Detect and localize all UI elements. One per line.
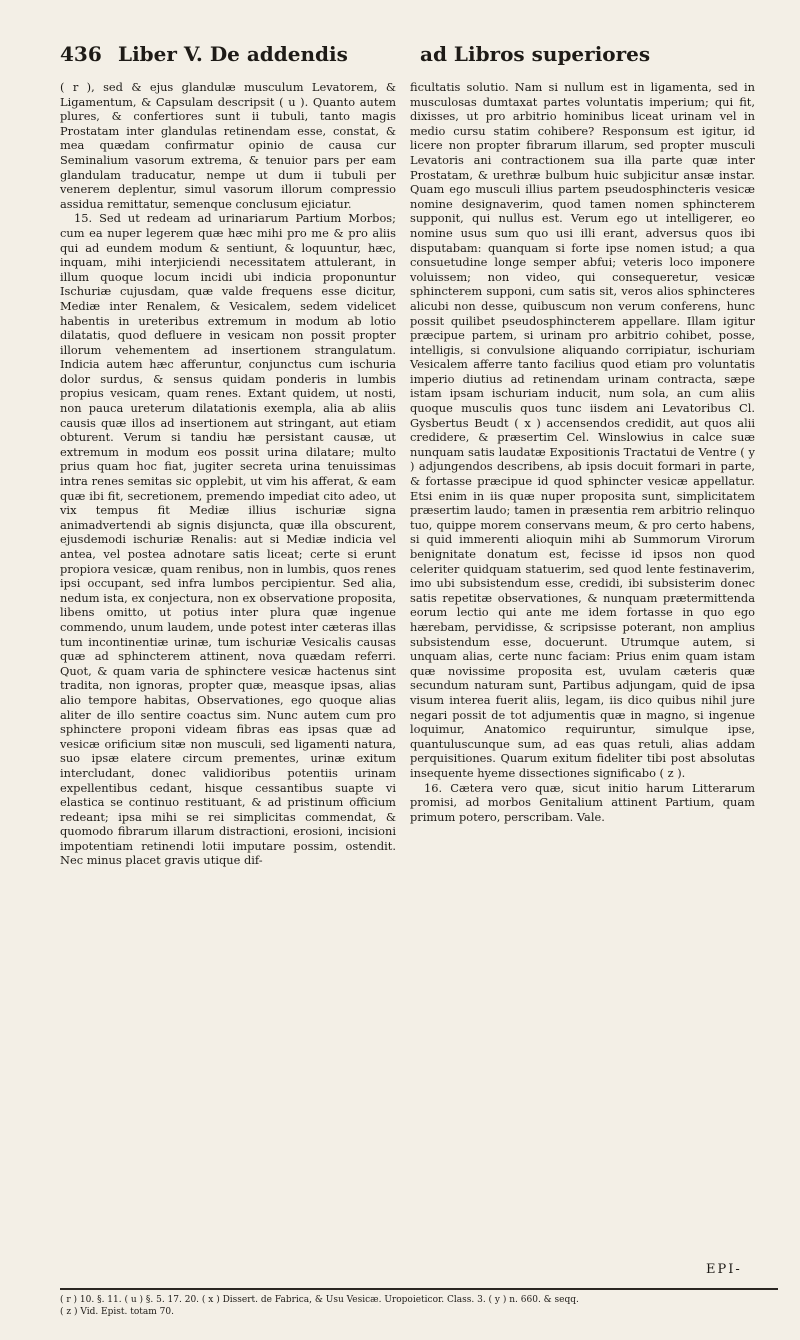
running-title-left: Liber V. De addendis: [118, 42, 348, 66]
running-title-right: ad Libros superiores: [420, 42, 651, 66]
paragraph: ficultatis solutio. Nam si nullum est in ligamenta, sed in musculosas dumtaxat partes voluntatis imperium; qui fit, dixisses, ut pro arbitrio hominibus liceat urinam vel in medio cursu statim cohibere? Responsum est igitur, id licere non propter fibrarum illarum, sed propter musculi Levatoris ani contractionem sua illa parte quæ inter Prostatam, & urethræ bulbum huic subjicitur ansæ instar. Quam ego musculi illius partem pseudosphincteris vesicæ nomine designaverim, quod tamen nomen sphincterem supponit, qui nullus est. Verum ego ut intelligerer, eo nomine usus sum quo usi illi erant, adversus quos ibi disputabam: quanquam si forte ipse nomen istud; a qua consuetudine longe semper abfui; veteris loco imponere voluissem; non video, qui consequeretur, vesicæ sphincterem supponi, cum satis sit, veros alios sphincteres alicubi non desse, quibuscum non verum conferens, hunc possit quilibet pseudosphincterem appellare. Illam igitur præcipue partem, si urinam pro arbitrio cohibet, posse, intelligis, si convulsione aliquando corripiatur, ischuriam Vesicalem afferre tanto facilius quod etiam pro voluntatis imperio diutius ad retinendam urinam contracta, sæpe istam ipsam ischuriam inducit, num sola, an cum aliis quoque musculis quos tunc iisdem ani Levatoribus Cl. Gysbertus Beudt ( x ) accensendos credidit, aut quos alii credidere, & præsertim Cel. Winslowius in calce suæ nunquam satis laudatæ Expositionis Tractatui de Ventre ( y ) adjungendos describens, ab ipsis docuit formari in parte, & fortasse præcipue id quod sphincter vesicæ appellatur. Etsi enim in iis quæ nuper proposita sunt, simplicitatem præsertim laudo; tamen in præsentia rem arbitrio relinquo tuo, quippe morem conservans meum, & pro certo habens, si quid immerenti alioquin mihi ab Summorum Virorum benignitate donatum est, fecisse id ipsos non quod celeriter quidquam statuerim, sed quod lente festinaverim, imo ubi subsistendum esse, credidi, ibi subsisterim donec satis repetitæ observationes, & nunquam prætermittenda eorum lectio qui ante me idem fortasse in quo ego hærebam, pervidisse, & scripsisse poterant, non amplius subsistendum esse, docuerunt. Utrumque autem, si unquam alias, certe nunc faciam: Prius enim quam istam quæ novissime proposita est, uvulam cæteris quæ secundum naturam sunt, Partibus adjungam, quid de ipsa visum interea fuerit aliis, legam, iis dico quibus nihil jure negari possit de tot adjumentis quæ in magno, si ingenue loquimur, Anatomico requiruntur, simulque ipse, quantuluscunque sum, ad eas quas retuli, alias addam perquisitiones. Quarum exitum fideliter tibi post absolutas insequente hyeme dissectiones significabo ( z ).: [410, 80, 755, 780]
paragraph-section-16: 16. Cætera vero quæ, sicut initio harum Litterarum promisi, ad morbos Genitalium attinent Partium, quam primum potero, perscribam. Vale.: [410, 780, 755, 824]
left-column: [60, 80, 396, 868]
paragraph-section-15: 15. Sed ut redeam ad urinariarum Partium Morbos; cum ea nuper legerem quæ hæc mihi pro me & pro aliis qui ad eundem modum & sentiunt, & loquuntur, hæc, inquam, mihi interjiciendi necessitatem attulerant, in illum quoque locum incidi ubi indicia proponuntur Ischuriæ cujusdam, quæ valde frequens esse dicitur, Mediæ inter Renalem, & Vesicalem, sedem videlicet habentis in ureteribus extremum in modum ab lotio dilatatis, quod defluere in vesicam non possit propter illorum vehementem ad insertionem strangulatum. Indicia autem hæc afferuntur, conjunctus cum ischuria dolor surdus, & sensus quidam ponderis in lumbis propius vesicam, quam renes. Extant quidem, ut nosti, non pauca ureterum dilatationis exempla, alia ab aliis causis quæ illos ad insertionem aut stringant, aut etiam obturent. Verum si tandiu hæ persistant causæ, ut extremum in modum eos possit urina dilatare; multo prius quam hoc fiat, jugiter secreta urina tenuissimas intra renes semitas sic opplebit, ut vim his afferat, & eam quæ ibi fit, secretionem, premendo impediat cito adeo, ut vix tempus fit Mediæ illius ischuriæ signa animadvertendi ab signis disjuncta, quæ illa obscurent, ejusdemodi ischuriæ Renalis: aut si Mediæ indicia vel antea, vel postea adnotare satis liceat; certe si erunt propiora vesicæ, quam renibus, non in lumbis, quos renes ipsi occupant, sed infra lumbos percipientur. Sed alia, nedum ista, ex conjectura, non ex observatione proposita, libens omitto, ut potius inter plura quæ ingenue commendo, unum laudem, unde potest inter cæteras illas tum incontinentiæ urinæ, tum ischuriæ Vesicalis causas quæ ad sphincterem attinent, nova quædam referri. Quot, & quam varia de sphinctere vesicæ hactenus sint tradita, non ignoras, propter quæ, measque ipsas, alias alio tempore habitas, Observationes, ego quoque alias aliter de illo sentire coactus sim. Nunc autem cum pro sphinctere proponi videam fibras eas ipsas quæ ad vesicæ orificium sitæ non musculi, sed ligamenti natura, suo ipsæ elatere circum prementes, urinæ exitum intercludant, donec validioribus potentiis urinam expellentibus cedant, hisque cessantibus suapte vi elastica se continuo restituant, & ad pristinum officium redeant; ipsa mihi se rei simplicitas commendat, & quomodo fibrarum illarum distractioni, erosioni, incisioni impotentiam retinendi lotii imputare possim, ostendit. Nec minus placet gravis utique dif-: [60, 211, 396, 868]
footnotes: [60, 1294, 778, 1318]
paragraph: ( r ), sed & ejus glandulæ musculum Levatorem, & Ligamentum, & Capsulam descripsit ( u ). Quanto autem plures, & confertiores sunt ii tubuli, tanto magis Prostatam inter glandulas retinendam esse, constat, & mea quædam confirmatur opinio de causa cur Seminalium vasorum extrema, & tenuior pars per eam glandulam traducatur, nempe ut dum ii tubuli per venerem deplentur, simul vasorum illorum compressio assidua remittatur, semenque conclusum ejiciatur.: [60, 80, 396, 211]
footnote-divider: [60, 1288, 778, 1290]
running-header: [60, 42, 780, 72]
page-number: 436: [60, 42, 102, 66]
right-column: [410, 80, 755, 824]
footnote-line: ( r ) 10. §. 11. ( u ) §. 5. 17. 20. ( x ) Dissert. de Fabrica, & Usu Vesicæ. Uropoieticor. Class. 3. ( y ) n. 660. & seqq.: [60, 1295, 579, 1305]
footnote-line: ( z ) Vid. Epist. totam 70.: [60, 1307, 174, 1317]
catchword: EPI-: [706, 1262, 742, 1277]
